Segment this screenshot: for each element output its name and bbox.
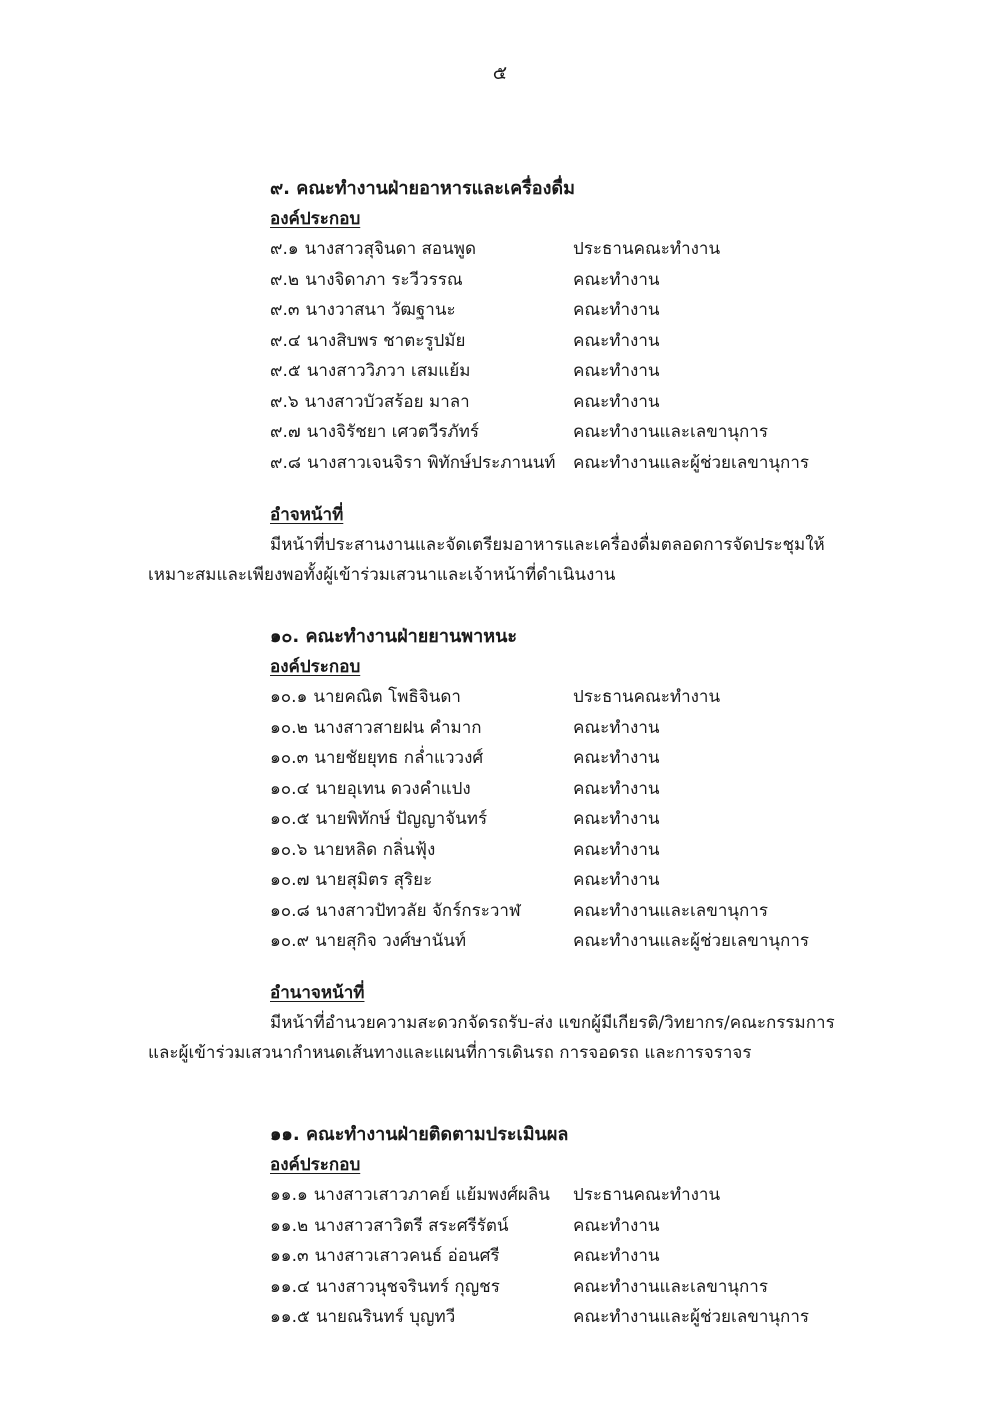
member-role: คณะทำงานและผู้ช่วยเลขานุการ <box>573 1307 809 1327</box>
composition-heading: องค์ประกอบ <box>270 209 361 229</box>
member-number: ๙.๓ <box>270 300 300 320</box>
member-role: ประธานคณะทำงาน <box>573 239 721 259</box>
member-row <box>270 804 890 835</box>
member-number: ๑๑.๓ <box>270 1246 309 1266</box>
member-row <box>270 356 890 387</box>
member-number: ๑๑.๔ <box>270 1276 310 1297</box>
member-row <box>270 326 890 357</box>
duty-text: มีหน้าที่อำนวยความสะดวกจัดรถรับ-ส่ง แขกผู้มีเกียรติ/วิทยากร/คณะกรรมการ และผู้เข้าร่วมเสวนากำหนดเส้นทางและแผนที่การเดินรถ การจอดรถ และการจราจร <box>148 1013 835 1063</box>
member-name: นายณรินทร์ บุญทวี <box>315 1307 456 1327</box>
member-row <box>270 1211 890 1242</box>
member-row <box>270 865 890 896</box>
section-title: ๙. คณะทำงานฝ่ายอาหารและเครื่องดื่ม <box>270 178 575 199</box>
section-evaluation <box>270 1120 890 1333</box>
member-row <box>270 682 890 713</box>
member-row <box>270 774 890 805</box>
member-number: ๑๑.๑ <box>270 1185 308 1205</box>
member-role: คณะทำงานและผู้ช่วยเลขานุการ <box>573 931 809 951</box>
member-role: คณะทำงาน <box>573 748 660 768</box>
member-row <box>270 448 890 479</box>
member-name: นางสาวนุชจรินทร์ กุญชร <box>315 1276 500 1297</box>
member-number: ๑๐.๙ <box>270 931 310 951</box>
section-title: ๑๐. คณะทำงานฝ่ายยานพาหนะ <box>270 626 518 647</box>
member-name: นางสาวสาวิตรี สระศรีรัตน์ <box>314 1215 509 1236</box>
member-number: ๙.๑ <box>270 239 299 259</box>
member-name: นายหลิด กลิ่นฟุ้ง <box>313 839 436 860</box>
member-row <box>270 417 890 448</box>
member-name: นางสาวเสาวภาคย์ แย้มพงศ์ผลิน <box>313 1185 550 1205</box>
section-vehicles <box>270 622 890 957</box>
member-name: นายสุกิจ วงศ์ษานันท์ <box>315 931 467 951</box>
member-row <box>270 265 890 296</box>
member-role: คณะทำงานและเลขานุการ <box>573 1276 768 1297</box>
member-role: คณะทำงาน <box>573 269 660 290</box>
duty-heading: อำจหน้าที่ <box>270 505 344 525</box>
duty-block-vehicles <box>148 978 868 1068</box>
composition-heading: องค์ประกอบ <box>270 1155 361 1175</box>
member-role: คณะทำงาน <box>573 778 660 799</box>
member-name: นางจิดาภา ระวีวรรณ <box>305 269 463 290</box>
member-row <box>270 1180 890 1211</box>
member-row <box>270 387 890 418</box>
member-role: คณะทำงานและผู้ช่วยเลขานุการ <box>573 452 809 473</box>
duty-text: มีหน้าที่ประสานงานและจัดเตรียมอาหารและเครื่องดื่มตลอดการจัดประชุมให้เหมาะสมและเพียงพอทั้งผู้เข้าร่วมเสวนาและเจ้าหน้าที่ดำเนินงาน <box>148 535 825 585</box>
member-name: นางสาวสายฝน คำมาก <box>313 717 482 738</box>
member-name: นางสาวปัทวลัย จักร์กระวาฬ <box>315 900 521 921</box>
member-number: ๙.๔ <box>270 330 301 351</box>
member-name: นายคณิต โพธิจินดา <box>313 687 461 707</box>
member-number: ๑๑.๕ <box>270 1307 310 1327</box>
member-role: คณะทำงาน <box>573 361 660 381</box>
member-name: นายอุเทน ดวงคำแปง <box>315 778 471 799</box>
member-row <box>270 835 890 866</box>
member-number: ๑๐.๒ <box>270 717 308 738</box>
member-name: นางสาวเสาวคนธ์ อ่อนศรี <box>314 1246 500 1266</box>
member-name: นายชัยยุทธ กล่ำแววงศ์ <box>314 748 484 768</box>
member-role: คณะทำงาน <box>573 391 660 412</box>
member-role: คณะทำงาน <box>573 1215 660 1236</box>
member-row <box>270 926 890 957</box>
member-role: คณะทำงาน <box>573 1246 660 1266</box>
member-number: ๙.๕ <box>270 361 301 381</box>
member-role: คณะทำงาน <box>573 330 660 351</box>
member-row <box>270 234 890 265</box>
member-role: คณะทำงาน <box>573 300 660 320</box>
member-name: นางสาวบัวสร้อย มาลา <box>304 391 470 412</box>
member-name: นายสุมิตร สุริยะ <box>315 870 433 890</box>
member-name: นางจิรัชยา เศวตวีรภัทร์ <box>306 422 480 442</box>
page-number: ๕ <box>492 62 508 84</box>
member-role: คณะทำงาน <box>573 870 660 890</box>
duty-heading: อำนาจหน้าที่ <box>270 983 365 1003</box>
member-name: นายพิทักษ์ ปัญญาจันทร์ <box>315 809 488 829</box>
member-role: คณะทำงาน <box>573 717 660 738</box>
member-number: ๙.๒ <box>270 269 300 290</box>
member-number: ๑๐.๖ <box>270 839 308 860</box>
member-role: คณะทำงาน <box>573 809 660 829</box>
member-number: ๙.๘ <box>270 452 301 473</box>
member-number: ๑๐.๗ <box>270 870 310 890</box>
member-name: นางสาวเจนจิรา พิทักษ์ประภานนท์ <box>306 452 556 473</box>
member-number: ๑๐.๘ <box>270 900 310 921</box>
member-role: ประธานคณะทำงาน <box>573 687 721 707</box>
member-row <box>270 1241 890 1272</box>
member-row <box>270 743 890 774</box>
member-number: ๑๑.๒ <box>270 1215 309 1236</box>
member-number: ๑๐.๔ <box>270 778 310 799</box>
duty-block-food-beverage <box>148 500 868 590</box>
member-name: นางสาวสุจินดา สอนพูด <box>304 239 476 259</box>
member-role: ประธานคณะทำงาน <box>573 1185 721 1205</box>
member-name: นางวาสนา วัฒฐานะ <box>305 300 456 320</box>
member-number: ๙.๗ <box>270 422 301 442</box>
composition-heading: องค์ประกอบ <box>270 657 361 677</box>
member-number: ๑๐.๕ <box>270 809 310 829</box>
member-row <box>270 295 890 326</box>
member-name: นางสาววิภวา เสมแย้ม <box>306 361 471 381</box>
section-food-beverage <box>270 174 890 478</box>
member-role: คณะทำงานและเลขานุการ <box>573 900 768 921</box>
member-number: ๙.๖ <box>270 391 299 412</box>
member-number: ๑๐.๓ <box>270 748 309 768</box>
member-name: นางสิบพร ชาตะรูปมัย <box>306 330 466 351</box>
section-title: ๑๑. คณะทำงานฝ่ายติดตามประเมินผล <box>270 1124 569 1145</box>
member-role: คณะทำงาน <box>573 839 660 860</box>
member-row <box>270 713 890 744</box>
member-role: คณะทำงานและเลขานุการ <box>573 422 768 442</box>
member-row <box>270 896 890 927</box>
member-row <box>270 1272 890 1303</box>
member-number: ๑๐.๑ <box>270 687 308 707</box>
member-row <box>270 1302 890 1333</box>
